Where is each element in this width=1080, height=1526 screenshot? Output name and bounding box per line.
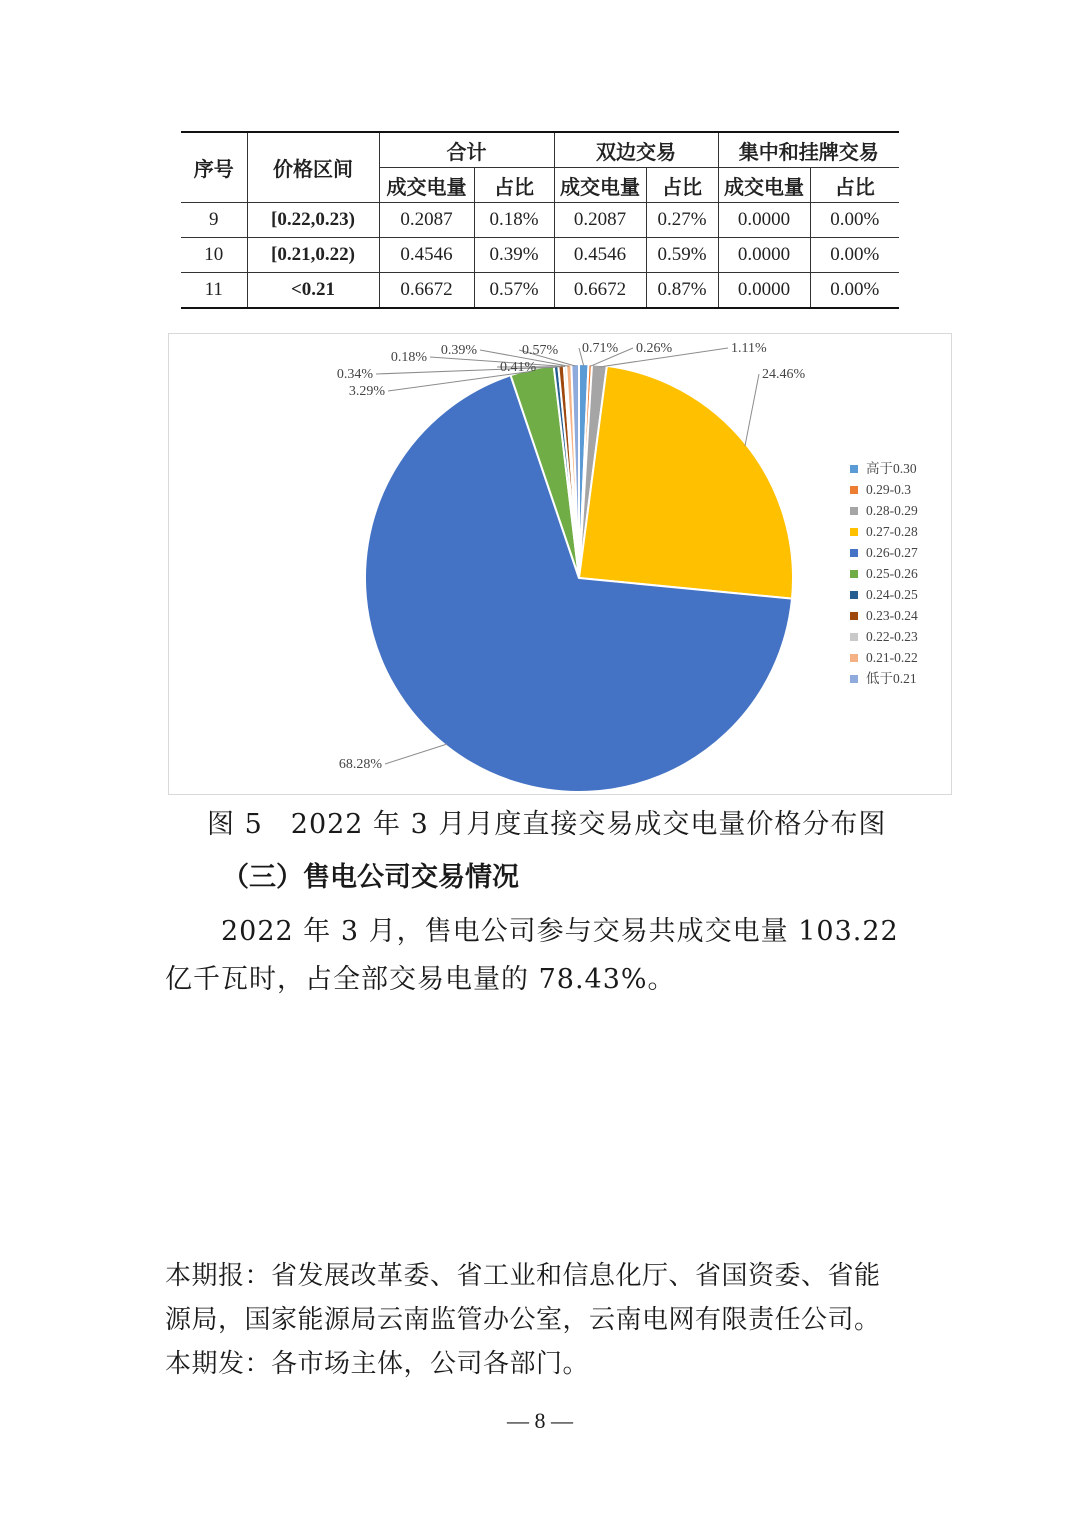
- legend-swatch: [850, 612, 858, 620]
- legend-swatch: [850, 654, 858, 662]
- table-row: [181, 203, 899, 238]
- subheader-share: 占比: [474, 168, 554, 203]
- cell-bilateral-volume: 0.2087: [554, 203, 646, 238]
- cell-range: <0.21: [247, 273, 379, 309]
- legend-item: [850, 626, 918, 647]
- cell-range: [0.21,0.22): [247, 238, 379, 273]
- cell-bilateral-share: 0.87%: [646, 273, 718, 309]
- slice-label: 0.41%: [500, 360, 537, 375]
- legend-label: 0.22-0.23: [866, 629, 918, 644]
- cell-total-volume: 0.4546: [379, 238, 474, 273]
- subheader-share: 占比: [810, 168, 899, 203]
- slice-label: 68.28%: [338, 757, 382, 772]
- section-heading: （三）售电公司交易情况: [222, 862, 519, 893]
- slice-label: 0.57%: [522, 343, 559, 358]
- legend-swatch: [850, 675, 858, 683]
- cell-bilateral-volume: 0.4546: [554, 238, 646, 273]
- report-line: 源局，国家能源局云南监管办公室，云南电网有限责任公司。: [165, 1305, 881, 1335]
- legend-item: [850, 668, 918, 689]
- slice-label: 24.46%: [762, 367, 806, 382]
- leader-line: [385, 744, 447, 764]
- header-centralized: 集中和挂牌交易: [718, 132, 899, 168]
- cell-total-share: 0.39%: [474, 238, 554, 273]
- cell-centralized-share: 0.00%: [810, 203, 899, 238]
- header-total: 合计: [379, 132, 554, 168]
- legend-label: 0.24-0.25: [866, 587, 918, 602]
- legend-item: [850, 458, 918, 479]
- legend-label: 0.27-0.28: [866, 524, 918, 539]
- legend-label: 高于0.30: [866, 461, 917, 476]
- page-number: — 8 —: [507, 1408, 573, 1433]
- subheader-volume: 成交电量: [554, 168, 646, 203]
- legend-swatch: [850, 486, 858, 494]
- slice-label: 0.18%: [390, 350, 427, 365]
- pie-chart: [169, 334, 953, 796]
- cell-total-volume: 0.6672: [379, 273, 474, 309]
- cell-seq: 10: [181, 238, 247, 273]
- header-seq: 序号: [181, 132, 247, 203]
- cell-bilateral-volume: 0.6672: [554, 273, 646, 309]
- legend-swatch: [850, 465, 858, 473]
- leader-line: [745, 374, 759, 446]
- slice-label: 0.26%: [636, 341, 673, 356]
- price-distribution-chart: [168, 333, 952, 795]
- table-row: [181, 273, 899, 309]
- legend-item: [850, 542, 918, 563]
- cell-range: [0.22,0.23): [247, 203, 379, 238]
- cell-bilateral-share: 0.27%: [646, 203, 718, 238]
- subheader-volume: 成交电量: [718, 168, 810, 203]
- slice-label: 0.34%: [336, 367, 373, 382]
- slice-label: 3.29%: [348, 384, 385, 399]
- legend-item: [850, 647, 918, 668]
- cell-total-volume: 0.2087: [379, 203, 474, 238]
- chart-legend: [850, 458, 918, 689]
- cell-bilateral-share: 0.59%: [646, 238, 718, 273]
- price-range-table: [181, 131, 899, 309]
- legend-label: 0.26-0.27: [866, 545, 918, 560]
- cell-centralized-share: 0.00%: [810, 273, 899, 309]
- legend-swatch: [850, 528, 858, 536]
- cell-centralized-volume: 0.0000: [718, 203, 810, 238]
- distribution-notice: [165, 1254, 925, 1386]
- subheader-volume: 成交电量: [379, 168, 474, 203]
- cell-seq: 9: [181, 203, 247, 238]
- legend-label: 低于0.21: [866, 671, 917, 686]
- body-paragraph: 2022 年 3 月，售电公司参与交易共成交电量 103.22 亿千瓦时，占全部交易电量的 78.43%。: [165, 916, 899, 995]
- subheader-share: 占比: [646, 168, 718, 203]
- legend-label: 0.25-0.26: [866, 566, 918, 581]
- legend-label: 0.21-0.22: [866, 650, 918, 665]
- header-price-range: 价格区间: [247, 132, 379, 203]
- legend-label: 0.29-0.3: [866, 482, 911, 497]
- cell-total-share: 0.18%: [474, 203, 554, 238]
- figure-caption: 图 5 2022 年 3 月月度直接交易成交电量价格分布图: [207, 809, 887, 840]
- slice-label: 1.11%: [731, 341, 767, 356]
- legend-item: [850, 605, 918, 626]
- header-bilateral: 双边交易: [554, 132, 718, 168]
- slice-label: 0.39%: [440, 343, 477, 358]
- legend-swatch: [850, 591, 858, 599]
- cell-centralized-volume: 0.0000: [718, 238, 810, 273]
- legend-item: [850, 500, 918, 521]
- cell-total-share: 0.57%: [474, 273, 554, 309]
- issue-line: 本期发：各市场主体，公司各部门。: [165, 1349, 590, 1379]
- cell-seq: 11: [181, 273, 247, 309]
- legend-label: 0.23-0.24: [866, 608, 918, 623]
- pie-slice: [579, 366, 793, 599]
- legend-item: [850, 521, 918, 542]
- slice-label: 0.71%: [582, 341, 619, 356]
- legend-item: [850, 584, 918, 605]
- table-row: [181, 238, 899, 273]
- cell-centralized-share: 0.00%: [810, 238, 899, 273]
- legend-item: [850, 563, 918, 584]
- legend-label: 0.28-0.29: [866, 503, 918, 518]
- legend-swatch: [850, 549, 858, 557]
- legend-item: [850, 479, 918, 500]
- report-line: 本期报：省发展改革委、省工业和信息化厅、省国资委、省能: [165, 1261, 881, 1291]
- legend-swatch: [850, 507, 858, 515]
- cell-centralized-volume: 0.0000: [718, 273, 810, 309]
- legend-swatch: [850, 570, 858, 578]
- legend-swatch: [850, 633, 858, 641]
